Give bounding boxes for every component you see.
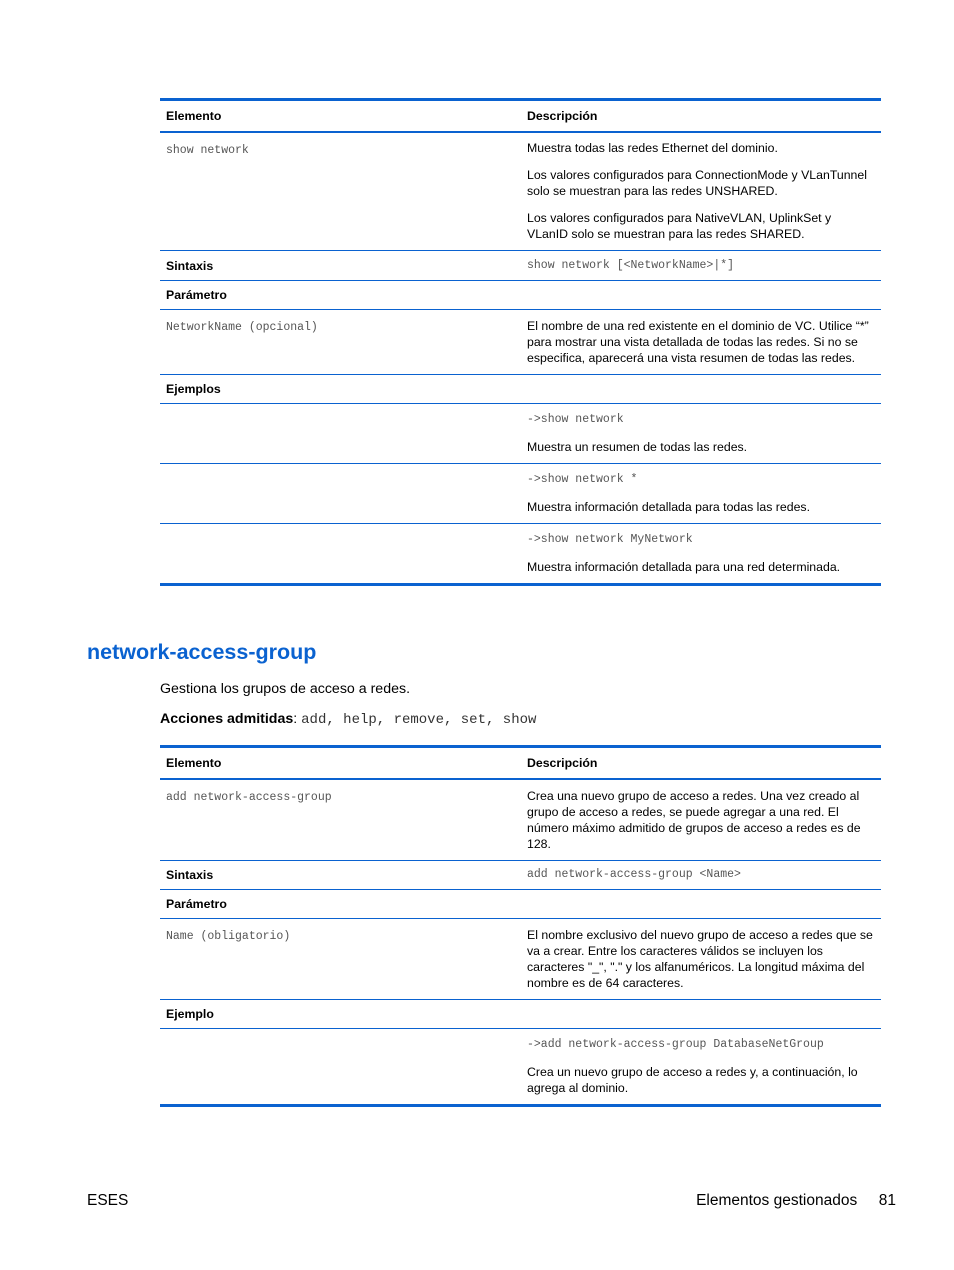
syntax-label: Sintaxis xyxy=(166,868,214,882)
network-access-group-table xyxy=(160,745,881,1107)
example-command: ->show network * xyxy=(527,473,638,486)
section-intro: Gestiona los grupos de acceso a redes. xyxy=(160,681,411,697)
element-name: show network xyxy=(166,144,249,157)
description-paragraph: Los valores configurados para ConnectionMode y VLanTunnel solo se muestran para las redes UNSHARED. xyxy=(527,168,867,198)
example-description: Crea un nuevo grupo de acceso a redes y, a continuación, lo agrega al dominio. xyxy=(527,1065,858,1095)
actions-separator: : xyxy=(293,711,302,727)
description-paragraph: Muestra todas las redes Ethernet del dominio. xyxy=(527,141,778,155)
syntax-value: add network-access-group <Name> xyxy=(527,868,741,881)
example-description: Muestra un resumen de todas las redes. xyxy=(527,440,748,454)
column-header-descripcion: Descripción xyxy=(521,100,881,133)
example-command: ->show network xyxy=(527,413,624,426)
syntax-label: Sintaxis xyxy=(166,258,214,273)
examples-label: Ejemplos xyxy=(166,382,221,396)
footer-section-title: Elementos gestionados xyxy=(696,1192,858,1209)
footer-section xyxy=(696,1192,896,1210)
example-label: Ejemplo xyxy=(166,1007,214,1021)
parameter-name: Name (obligatorio) xyxy=(166,930,291,943)
footer-locale: ESES xyxy=(87,1192,129,1209)
show-network-table xyxy=(160,98,881,586)
example-command: ->show network MyNetwork xyxy=(527,533,693,546)
parameter-name: NetworkName (opcional) xyxy=(166,321,318,334)
parameter-description: El nombre exclusivo del nuevo grupo de acceso a redes que se va a crear. Entre los caracteres válidos se incluyen los caracteres "_", "." y los alfanuméricos. La longitud máxima del nombre es de 64 caracteres. xyxy=(527,928,873,990)
parameter-label: Parámetro xyxy=(166,288,227,302)
column-header-elemento: Elemento xyxy=(160,747,521,780)
parameter-label: Parámetro xyxy=(166,897,227,911)
syntax-value: show network [<NetworkName>|*] xyxy=(527,258,735,272)
example-cell xyxy=(521,404,881,464)
actions-list: add, help, remove, set, show xyxy=(301,712,537,728)
parameter-description: El nombre de una red existente en el dominio de VC. Utilice “*” para mostrar una vista detallada de todas las redes. Si no se especifica, aparecerá una vista resumen de todas las redes. xyxy=(527,319,869,365)
example-cell xyxy=(521,464,881,524)
example-description: Muestra información detallada para todas las redes. xyxy=(527,500,810,514)
example-command: ->add network-access-group DatabaseNetGroup xyxy=(527,1038,824,1051)
element-description xyxy=(521,132,881,251)
example-description: Muestra información detallada para una red determinada. xyxy=(527,560,841,574)
column-header-elemento: Elemento xyxy=(160,100,521,133)
element-name: add network-access-group xyxy=(166,791,332,804)
element-description: Crea una nuevo grupo de acceso a redes. Una vez creado al grupo de acceso a redes, se puede agregar a una red. El número máximo admitido de grupos de acceso a redes es de 128. xyxy=(527,789,861,851)
description-paragraph: Los valores configurados para NativeVLAN, UplinkSet y VLanID solo se muestran para las redes SHARED. xyxy=(527,211,832,241)
page-number: 81 xyxy=(878,1192,896,1209)
example-cell xyxy=(521,1029,881,1106)
section-title: network-access-group xyxy=(87,640,317,664)
example-cell xyxy=(521,524,881,585)
supported-actions xyxy=(160,711,536,728)
column-header-descripcion: Descripción xyxy=(521,747,881,780)
actions-label: Acciones admitidas xyxy=(160,711,294,727)
